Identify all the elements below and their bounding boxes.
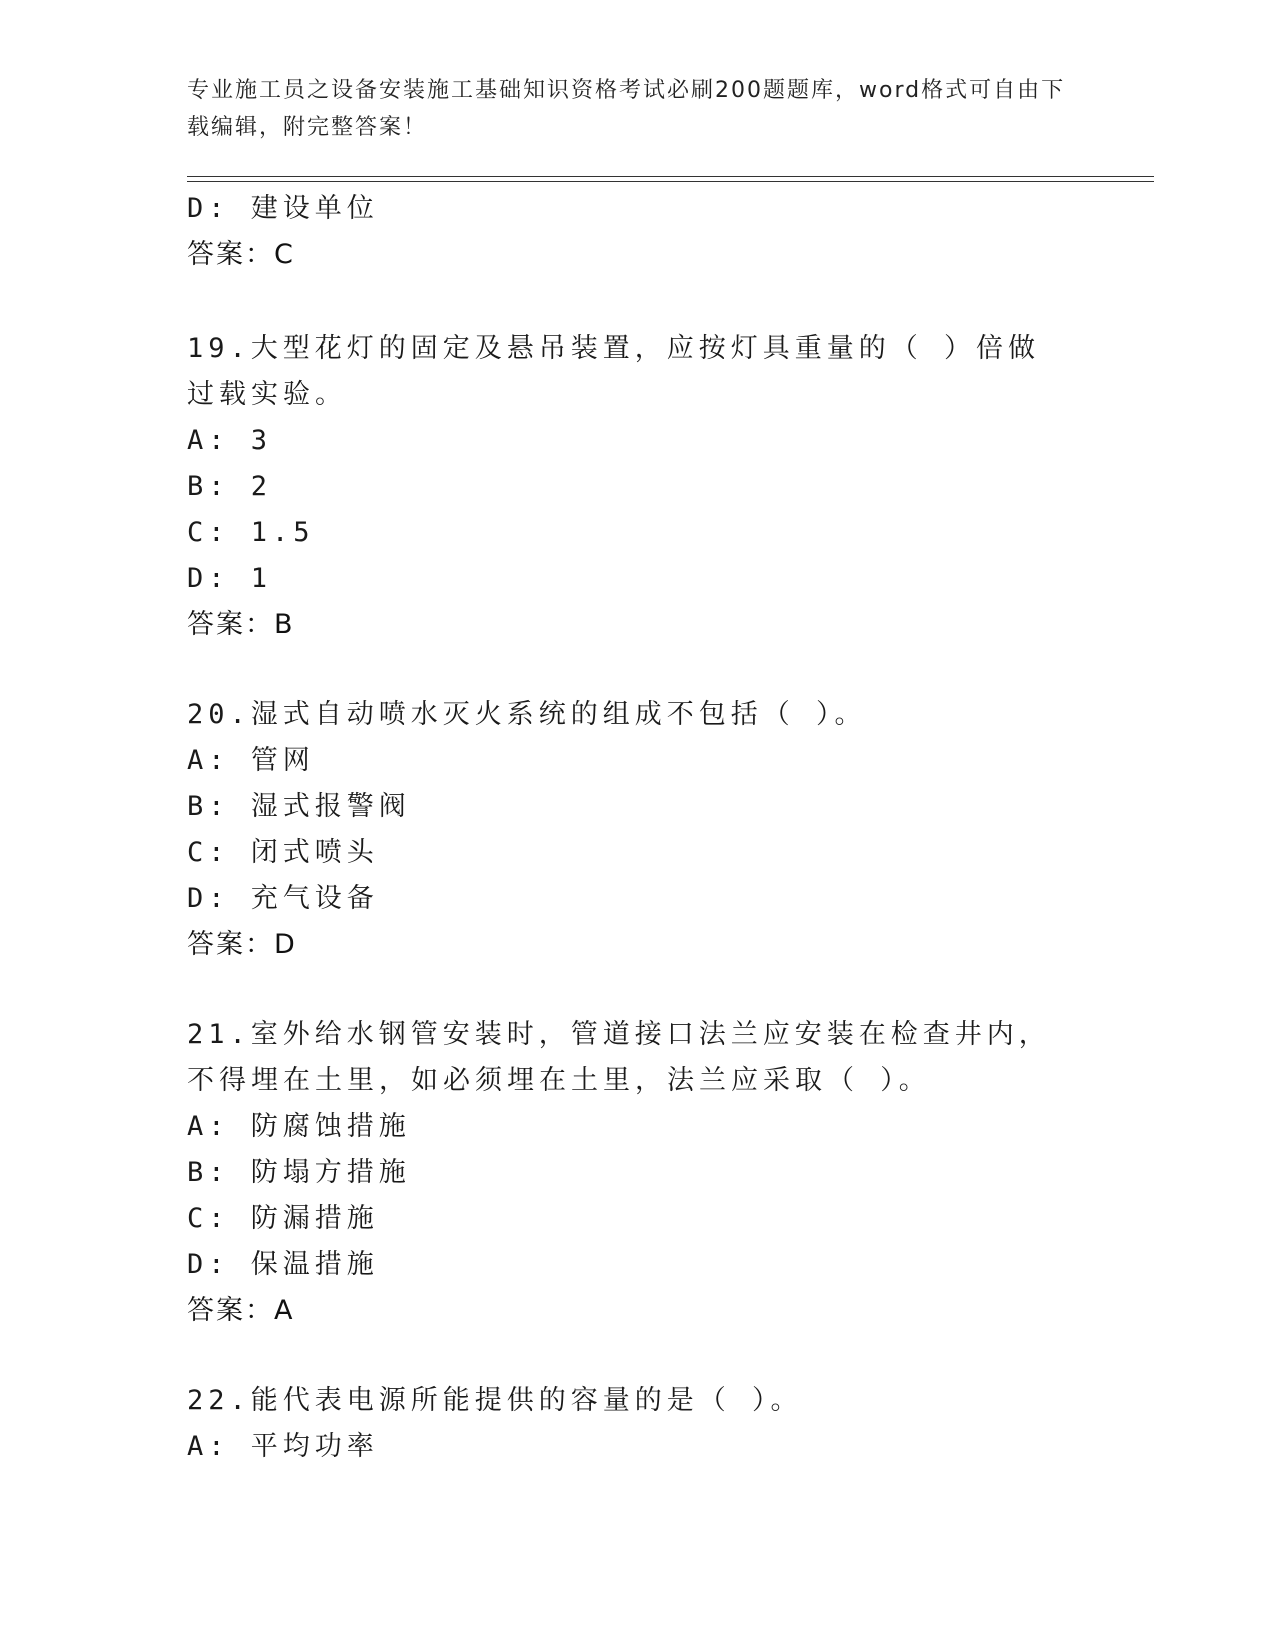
question-20 bbox=[187, 692, 1087, 968]
question-stem: 20.湿式自动喷水灭火系统的组成不包括（ ）。 bbox=[187, 699, 867, 730]
option-b: B: 防塌方措施 bbox=[187, 1157, 411, 1188]
header-divider-top bbox=[187, 176, 1154, 177]
header-divider-bottom bbox=[187, 181, 1154, 182]
question-stem: 22.能代表电源所能提供的容量的是（ ）。 bbox=[187, 1385, 803, 1416]
option-d: D: 保温措施 bbox=[187, 1249, 379, 1280]
prev-option-d: D: 建设单位 bbox=[187, 193, 379, 224]
question-21 bbox=[187, 1012, 1087, 1334]
document-header bbox=[187, 72, 1067, 146]
answer: 答案：B bbox=[187, 609, 295, 640]
option-a: A: 3 bbox=[187, 425, 273, 456]
option-a: A: 管网 bbox=[187, 745, 315, 776]
option-a: A: 防腐蚀措施 bbox=[187, 1111, 411, 1142]
answer: 答案：A bbox=[187, 1295, 295, 1326]
question-list bbox=[187, 186, 1087, 1470]
option-a: A: 平均功率 bbox=[187, 1431, 379, 1462]
option-c: C: 闭式喷头 bbox=[187, 837, 379, 868]
question-19 bbox=[187, 326, 1087, 648]
question-stem: 19.大型花灯的固定及悬吊装置，应按灯具重量的（ ）倍做过载实验。 bbox=[187, 333, 1041, 410]
option-d: D: 充气设备 bbox=[187, 883, 379, 914]
question-stem: 21.室外给水钢管安装时，管道接口法兰应安装在检查井内，不得埋在土里，如必须埋在土里，法兰应采取（ ）。 bbox=[187, 1019, 1051, 1096]
document-title: 专业施工员之设备安装施工基础知识资格考试必刷200题题库，word格式可自由下载编辑，附完整答案！ bbox=[187, 78, 1066, 140]
option-d: D: 1 bbox=[187, 563, 273, 594]
option-c: C: 防漏措施 bbox=[187, 1203, 379, 1234]
prev-answer: 答案：C bbox=[187, 239, 295, 270]
option-c: C: 1.5 bbox=[187, 517, 315, 548]
answer: 答案：D bbox=[187, 929, 297, 960]
option-b: B: 2 bbox=[187, 471, 273, 502]
question-22 bbox=[187, 1378, 1087, 1470]
option-b: B: 湿式报警阀 bbox=[187, 791, 411, 822]
